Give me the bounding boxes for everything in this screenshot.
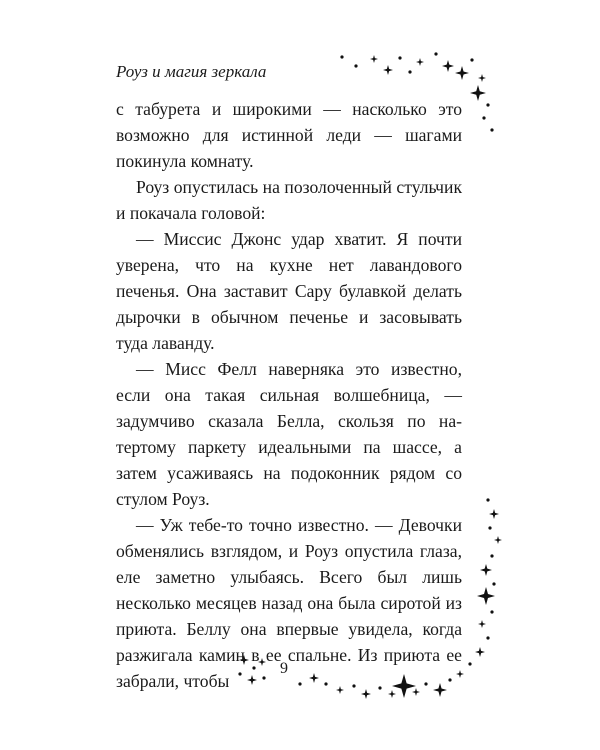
dot-icon — [488, 526, 491, 529]
sparkle-star-icon — [383, 65, 393, 75]
paragraph: — Миссис Джонс удар хватит. Я почти уверена, что на кухне нет лавандового печенья. Она заставит Сару булавкой делать дырочки в обычном печенье и засовывать туда лаванду. — [116, 229, 462, 353]
body-text — [116, 96, 462, 694]
sparkle-star-icon — [480, 564, 492, 576]
dot-icon — [468, 662, 471, 665]
dot-icon — [340, 55, 343, 58]
running-head-title: Роуз и магия зеркала — [116, 62, 267, 81]
sparkle-star-icon — [489, 509, 499, 519]
sparkle-star-icon — [475, 647, 485, 657]
paragraph: — Мисс Фелл наверняка это известно, если она такая сильная волшебница, — задумчиво сказала Белла, скользя по натертому паркету идеальными па шассе, а затем усаживаясь на подоконник рядом со стулом Роуз. — [116, 359, 462, 509]
dot-icon — [490, 610, 493, 613]
paragraph: Роуз опустилась на позолоченный стульчик и покачала головой: — [116, 177, 462, 223]
sparkle-star-icon — [477, 587, 495, 605]
dot-icon — [398, 56, 401, 59]
sparkle-star-icon — [494, 536, 502, 544]
dot-icon — [486, 636, 489, 639]
sparkle-star-icon — [478, 74, 486, 82]
page-number: 9 — [280, 660, 288, 677]
dot-icon — [354, 64, 357, 67]
dot-icon — [490, 554, 493, 557]
dot-icon — [470, 58, 473, 61]
dot-icon — [486, 103, 489, 106]
dot-icon — [492, 582, 495, 585]
sparkle-star-icon — [442, 60, 454, 72]
dot-icon — [408, 70, 411, 73]
paragraph: с табурета и широкими — насколько это возможно для истинной леди — шагами покинула комнату. — [116, 99, 462, 171]
sparkle-star-icon — [370, 55, 378, 63]
paragraph: — Уж тебе-то точно известно. — Девочки обменялись взглядом, и Роуз опустила глаза, еле заметно улыбаясь. Всего был лишь несколько месяцев назад она была сиротой из приюта. Беллу она впервые увидела, когда разжигала камин в ее спальне. Из приюта ее забрали, чтобы — [116, 515, 462, 691]
dot-icon — [490, 128, 493, 131]
dot-icon — [482, 116, 485, 119]
dot-icon — [434, 52, 437, 55]
sparkle-star-icon — [416, 58, 424, 66]
dot-icon — [486, 498, 489, 501]
sparkle-star-icon — [470, 85, 486, 101]
sparkle-star-icon — [478, 620, 486, 628]
sparkle-star-icon — [455, 66, 469, 80]
